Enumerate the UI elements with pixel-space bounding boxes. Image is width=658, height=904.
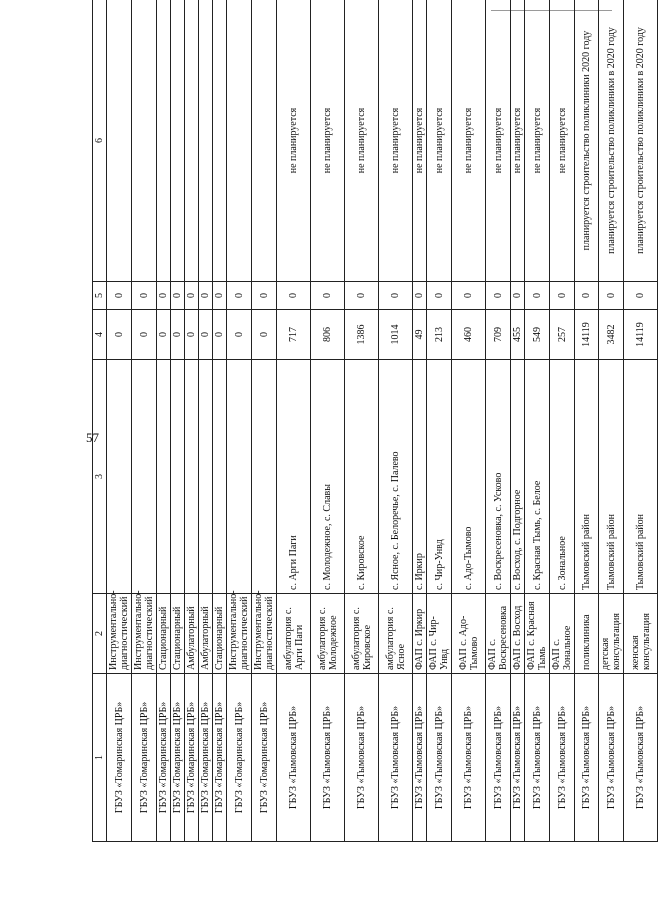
settlements-cell — [213, 360, 227, 594]
plan-cell: не планируется — [486, 0, 511, 282]
plan-cell: не планируется — [452, 0, 486, 282]
plan-cell: планируется строительство поликлиники в 2020 году — [624, 0, 658, 282]
facility-type-cell: ФАП с. Восход — [511, 594, 525, 674]
value-cell: 0 — [624, 282, 658, 310]
value-cell: 0 — [185, 282, 199, 310]
institution-cell: ГБУЗ «Томаринская ЦРБ» — [185, 674, 199, 842]
facility-type-cell: женская консультация — [624, 594, 658, 674]
value-cell: 0 — [486, 282, 511, 310]
settlements-cell — [227, 360, 252, 594]
table-row — [550, 0, 575, 842]
population-cell: 14119 — [575, 310, 599, 360]
institution-cell: ГБУЗ «Томаринская ЦРБ» — [227, 674, 252, 842]
institution-cell: ГБУЗ «Томаринская ЦРБ» — [213, 674, 227, 842]
institution-cell: ГБУЗ «Тымовская ЦРБ» — [413, 674, 427, 842]
population-cell: 0 — [213, 310, 227, 360]
settlements-cell: с. Кировское — [345, 360, 379, 594]
facility-type-cell: амбулатория с. Молодежное — [311, 594, 345, 674]
facility-type-cell: Амбулаторный — [199, 594, 213, 674]
population-cell: 455 — [511, 310, 525, 360]
institution-cell: ГБУЗ «Тымовская ЦРБ» — [379, 674, 413, 842]
population-cell: 0 — [199, 310, 213, 360]
settlements-cell: с. Молодежное, с. Славы — [311, 360, 345, 594]
table-body — [93, 0, 658, 842]
plan-cell — [132, 0, 157, 282]
column-number: 4 — [93, 310, 107, 360]
population-cell: 1014 — [379, 310, 413, 360]
plan-cell — [199, 0, 213, 282]
settlements-cell: с. Арги Паги — [277, 360, 311, 594]
population-cell: 0 — [157, 310, 171, 360]
population-cell: 0 — [107, 310, 132, 360]
value-cell: 0 — [452, 282, 486, 310]
value-cell: 0 — [157, 282, 171, 310]
plan-cell: не планируется — [345, 0, 379, 282]
population-cell: 14119 — [624, 310, 658, 360]
value-cell: 0 — [599, 282, 624, 310]
table-row — [486, 0, 511, 842]
settlements-cell: Тымовский район — [575, 360, 599, 594]
institution-cell: ГБУЗ «Томаринская ЦРБ» — [107, 674, 132, 842]
column-number: 5 — [93, 282, 107, 310]
table-row — [227, 0, 252, 842]
institution-cell: ГБУЗ «Томаринская ЦРБ» — [252, 674, 277, 842]
plan-cell: не планируется — [413, 0, 427, 282]
column-number: 1 — [93, 674, 107, 842]
facility-type-cell: поликлиника — [575, 594, 599, 674]
population-cell: 0 — [227, 310, 252, 360]
value-cell: 0 — [132, 282, 157, 310]
facility-type-cell: амбулатория с. Ясное — [379, 594, 413, 674]
table-row — [413, 0, 427, 842]
value-cell: 0 — [252, 282, 277, 310]
settlements-cell: с. Ясное, с. Белоречье, с. Палево — [379, 360, 413, 594]
table-row — [107, 0, 132, 842]
table-row — [379, 0, 413, 842]
plan-cell: не планируется — [379, 0, 413, 282]
table-row — [213, 0, 227, 842]
value-cell: 0 — [511, 282, 525, 310]
facility-type-cell: ФАП с. Адо-Тымово — [452, 594, 486, 674]
value-cell: 0 — [550, 282, 575, 310]
institution-cell: ГБУЗ «Тымовская ЦРБ» — [511, 674, 525, 842]
institution-cell: ГБУЗ «Томаринская ЦРБ» — [171, 674, 185, 842]
plan-cell — [185, 0, 199, 282]
table-row — [171, 0, 185, 842]
value-cell: 0 — [525, 282, 550, 310]
column-number: 6 — [93, 0, 107, 282]
facility-type-cell: ФАП с. Иркир — [413, 594, 427, 674]
table-row — [345, 0, 379, 842]
institution-cell: ГБУЗ «Тымовская ЦРБ» — [575, 674, 599, 842]
value-cell: 0 — [413, 282, 427, 310]
institution-cell: ГБУЗ «Тымовская ЦРБ» — [277, 674, 311, 842]
facility-type-cell: Инструментально-диагностический — [132, 594, 157, 674]
plan-cell — [227, 0, 252, 282]
facility-type-cell: ФАП с. Воскресеновка — [486, 594, 511, 674]
table-row — [157, 0, 171, 842]
plan-cell: не планируется — [277, 0, 311, 282]
settlements-cell — [132, 360, 157, 594]
institution-cell: ГБУЗ «Томаринская ЦРБ» — [199, 674, 213, 842]
plan-cell — [252, 0, 277, 282]
value-cell: 0 — [427, 282, 452, 310]
table-row — [624, 0, 658, 842]
population-cell: 460 — [452, 310, 486, 360]
value-cell: 0 — [379, 282, 413, 310]
plan-cell: не планируется — [511, 0, 525, 282]
facility-type-cell: Стационарный — [171, 594, 185, 674]
page-number: 57 — [86, 430, 99, 445]
institution-cell: ГБУЗ «Тымовская ЦРБ» — [550, 674, 575, 842]
institution-cell: ГБУЗ «Тымовская ЦРБ» — [452, 674, 486, 842]
table-row — [277, 0, 311, 842]
settlements-cell — [107, 360, 132, 594]
table-row — [311, 0, 345, 842]
settlements-cell: с. Восход, с. Подгорное — [511, 360, 525, 594]
facility-type-cell: Инструментально-диагностический — [252, 594, 277, 674]
population-cell: 213 — [427, 310, 452, 360]
plan-cell — [157, 0, 171, 282]
facility-type-cell: амбулатория с. Арги Паги — [277, 594, 311, 674]
population-cell: 3482 — [599, 310, 624, 360]
plan-cell: не планируется — [427, 0, 452, 282]
column-number: 2 — [93, 594, 107, 674]
population-cell: 49 — [413, 310, 427, 360]
facility-type-cell: Инструментально-диагностический — [227, 594, 252, 674]
institution-cell: ГБУЗ «Тымовская ЦРБ» — [525, 674, 550, 842]
facility-type-cell: Стационарный — [213, 594, 227, 674]
plan-cell: не планируется — [525, 0, 550, 282]
settlements-cell — [199, 360, 213, 594]
table-row — [199, 0, 213, 842]
value-cell: 0 — [107, 282, 132, 310]
value-cell: 0 — [277, 282, 311, 310]
settlements-cell — [157, 360, 171, 594]
settlements-cell — [171, 360, 185, 594]
facilities-table — [92, 0, 658, 842]
settlements-cell: с. Воскресеновка, с. Усково — [486, 360, 511, 594]
plan-cell — [107, 0, 132, 282]
population-cell: 257 — [550, 310, 575, 360]
table-row — [427, 0, 452, 842]
table-row — [511, 0, 525, 842]
settlements-cell: Тымовский район — [599, 360, 624, 594]
institution-cell: ГБУЗ «Тымовская ЦРБ» — [427, 674, 452, 842]
settlements-cell: с. Адо-Тымово — [452, 360, 486, 594]
facility-type-cell: Инструментально-диагностический — [107, 594, 132, 674]
population-cell: 709 — [486, 310, 511, 360]
institution-cell: ГБУЗ «Тымовская ЦРБ» — [345, 674, 379, 842]
population-cell: 0 — [132, 310, 157, 360]
facility-type-cell: Стационарный — [157, 594, 171, 674]
rotated-table-wrapper — [92, 0, 652, 842]
settlements-cell: с. Чир-Унвд — [427, 360, 452, 594]
facility-type-cell: ФАП с. Зональное — [550, 594, 575, 674]
institution-cell: ГБУЗ «Тымовская ЦРБ» — [624, 674, 658, 842]
facility-type-cell: ФАП с. Красная Тымь — [525, 594, 550, 674]
facility-type-cell: ФАП с. Чир-Унвд — [427, 594, 452, 674]
institution-cell: ГБУЗ «Тымовская ЦРБ» — [486, 674, 511, 842]
value-cell: 0 — [575, 282, 599, 310]
settlements-cell: с. Иркир — [413, 360, 427, 594]
column-number: 3 — [93, 360, 107, 594]
value-cell: 0 — [213, 282, 227, 310]
table-row — [525, 0, 550, 842]
facility-type-cell: Амбулаторный — [185, 594, 199, 674]
value-cell: 0 — [171, 282, 185, 310]
plan-cell: планируется строительство поликлиники 2020 году — [575, 0, 599, 282]
value-cell: 0 — [311, 282, 345, 310]
table-row — [452, 0, 486, 842]
institution-cell: ГБУЗ «Тымовская ЦРБ» — [599, 674, 624, 842]
table-row — [132, 0, 157, 842]
institution-cell: ГБУЗ «Тымовская ЦРБ» — [311, 674, 345, 842]
settlements-cell: Тымовский район — [624, 360, 658, 594]
population-cell: 717 — [277, 310, 311, 360]
population-cell: 1386 — [345, 310, 379, 360]
institution-cell: ГБУЗ «Томаринская ЦРБ» — [132, 674, 157, 842]
plan-cell: не планируется — [311, 0, 345, 282]
value-cell: 0 — [345, 282, 379, 310]
facility-type-cell: детская консультация — [599, 594, 624, 674]
table-row — [185, 0, 199, 842]
population-cell: 0 — [252, 310, 277, 360]
settlements-cell — [252, 360, 277, 594]
plan-cell — [171, 0, 185, 282]
settlements-cell: с. Зональное — [550, 360, 575, 594]
table-row — [575, 0, 599, 842]
population-cell: 0 — [185, 310, 199, 360]
value-cell: 0 — [227, 282, 252, 310]
plan-cell — [213, 0, 227, 282]
facility-type-cell: амбулатория с. Кировское — [345, 594, 379, 674]
value-cell: 0 — [199, 282, 213, 310]
table-row — [599, 0, 624, 842]
column-number-row — [93, 0, 107, 842]
settlements-cell — [185, 360, 199, 594]
settlements-cell: с. Красная Тымь, с. Белое — [525, 360, 550, 594]
institution-cell: ГБУЗ «Томаринская ЦРБ» — [157, 674, 171, 842]
table-row — [252, 0, 277, 842]
population-cell: 549 — [525, 310, 550, 360]
population-cell: 0 — [171, 310, 185, 360]
plan-cell: планируется строительство поликлиники в 2020 году — [599, 0, 624, 282]
plan-cell: не планируется — [550, 0, 575, 282]
population-cell: 806 — [311, 310, 345, 360]
